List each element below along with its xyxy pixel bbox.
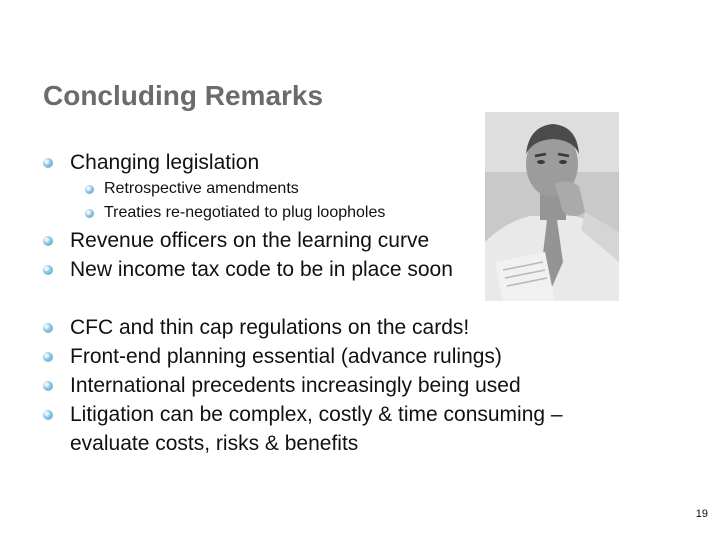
bullet-item [43,226,429,255]
bullet-dot-icon [43,381,53,391]
slide-title: Concluding Remarks [43,80,324,111]
bullet-dot-icon [85,209,94,218]
bullet-text: Litigation can be complex, costly & time consuming – evaluate costs, risks & benefits [70,403,563,455]
bullet-text: New income tax code to be in place soon [70,258,453,281]
bullet-text: Treaties re-negotiated to plug loopholes [104,204,386,221]
bullet-item [43,313,469,342]
bullet-item [43,371,521,400]
bullet-text: Retrospective amendments [104,180,299,197]
sub-bullet-item [85,201,385,225]
bullet-dot-icon [43,158,53,168]
bullet-text: Front-end planning essential (advance rulings) [70,345,502,368]
businessman-photo [485,112,619,301]
bullet-text: Revenue officers on the learning curve [70,229,430,252]
bullet-item [43,400,590,458]
sub-bullet-item [85,177,299,201]
bullet-text: Changing legislation [70,151,260,174]
bullet-item [43,255,463,284]
page-number: 19 [695,508,708,520]
bullet-dot-icon [43,410,53,420]
bullet-dot-icon [43,265,53,275]
bullet-item [43,342,502,371]
bullet-dot-icon [43,352,53,362]
bullet-text: International precedents increasingly being used [70,374,521,397]
bullet-dot-icon [85,185,94,194]
bullet-item [43,148,259,177]
bullet-text: CFC and thin cap regulations on the cards! [70,316,470,339]
bullet-dot-icon [43,236,53,246]
bullet-dot-icon [43,323,53,333]
